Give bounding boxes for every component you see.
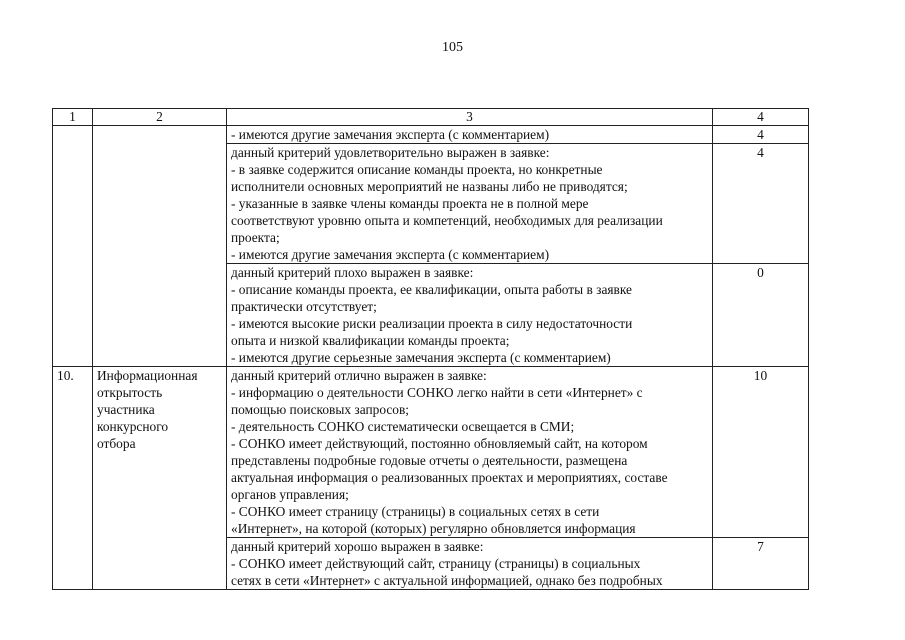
criterion-description-cell (227, 144, 713, 264)
description-line: - имеются другие замечания эксперта (с комментарием) (231, 247, 550, 262)
criterion-name-line: участника (97, 402, 155, 417)
criterion-name-cell (93, 126, 227, 367)
description-line: - информацию о деятельности СОНКО легко найти в сети «Интернет» с (231, 385, 643, 400)
criterion-name-line: Информационная (97, 368, 198, 383)
criterion-name-line: конкурсного (97, 419, 169, 434)
criterion-description-cell (227, 126, 713, 144)
score-cell: 4 (713, 126, 809, 144)
score-cell: 4 (713, 144, 809, 264)
description-line: данный критерий отлично выражен в заявке: (231, 368, 487, 383)
description-line: - СОНКО имеет страницу (страницы) в социальных сетях в сети (231, 504, 600, 519)
item-number-cell: 10. (53, 367, 93, 590)
column-header-2: 2 (93, 109, 227, 126)
description-line: опыта и низкой квалификации команды проекта; (231, 333, 510, 348)
criteria-table (52, 108, 809, 590)
description-line: органов управления; (231, 487, 349, 502)
score-cell: 7 (713, 538, 809, 590)
criterion-name-line: открытость (97, 385, 163, 400)
description-line: сетях в сети «Интернет» с актуальной информацией, однако без подробных (231, 573, 663, 588)
description-line: - имеются высокие риски реализации проекта в силу недостаточности (231, 316, 633, 331)
criterion-description-cell (227, 264, 713, 367)
description-line: - деятельность СОНКО систематически освещается в СМИ; (231, 419, 575, 434)
description-line: - описание команды проекта, ее квалификации, опыта работы в заявке (231, 282, 632, 297)
description-line: исполнители основных мероприятий не названы либо не приводятся; (231, 179, 628, 194)
criterion-description-cell (227, 367, 713, 538)
criterion-description-cell (227, 538, 713, 590)
description-line: - имеются другие замечания эксперта (с комментарием) (231, 127, 550, 142)
description-line: помощью поисковых запросов; (231, 402, 410, 417)
score-cell: 0 (713, 264, 809, 367)
table-row (53, 367, 809, 538)
description-line: актуальная информация о реализованных проектах и мероприятиях, составе (231, 470, 668, 485)
column-header-4: 4 (713, 109, 809, 126)
description-line: представлены подробные годовые отчеты о деятельности, размещена (231, 453, 628, 468)
page-number: 105 (442, 40, 463, 55)
description-line: «Интернет», на которой (которых) регулярно обновляется информация (231, 521, 636, 536)
description-line: данный критерий плохо выражен в заявке: (231, 265, 474, 280)
description-line: данный критерий удовлетворительно выражен в заявке: (231, 145, 550, 160)
table-header-row (53, 109, 809, 126)
item-number-cell (53, 126, 93, 367)
column-header-1: 1 (53, 109, 93, 126)
criterion-name-cell (93, 367, 227, 590)
column-header-3: 3 (227, 109, 713, 126)
description-line: - указанные в заявке члены команды проекта не в полной мере (231, 196, 589, 211)
table-row (53, 126, 809, 144)
description-line: соответствуют уровню опыта и компетенций, необходимых для реализации (231, 213, 663, 228)
description-line: практически отсутствует; (231, 299, 377, 314)
description-line: данный критерий хорошо выражен в заявке: (231, 539, 484, 554)
description-line: проекта; (231, 230, 280, 245)
criterion-name-line: отбора (97, 436, 136, 451)
score-cell: 10 (713, 367, 809, 538)
description-line: - в заявке содержится описание команды проекта, но конкретные (231, 162, 603, 177)
description-line: - имеются другие серьезные замечания эксперта (с комментарием) (231, 350, 611, 365)
description-line: - СОНКО имеет действующий сайт, страницу (страницы) в социальных (231, 556, 641, 571)
description-line: - СОНКО имеет действующий, постоянно обновляемый сайт, на котором (231, 436, 648, 451)
